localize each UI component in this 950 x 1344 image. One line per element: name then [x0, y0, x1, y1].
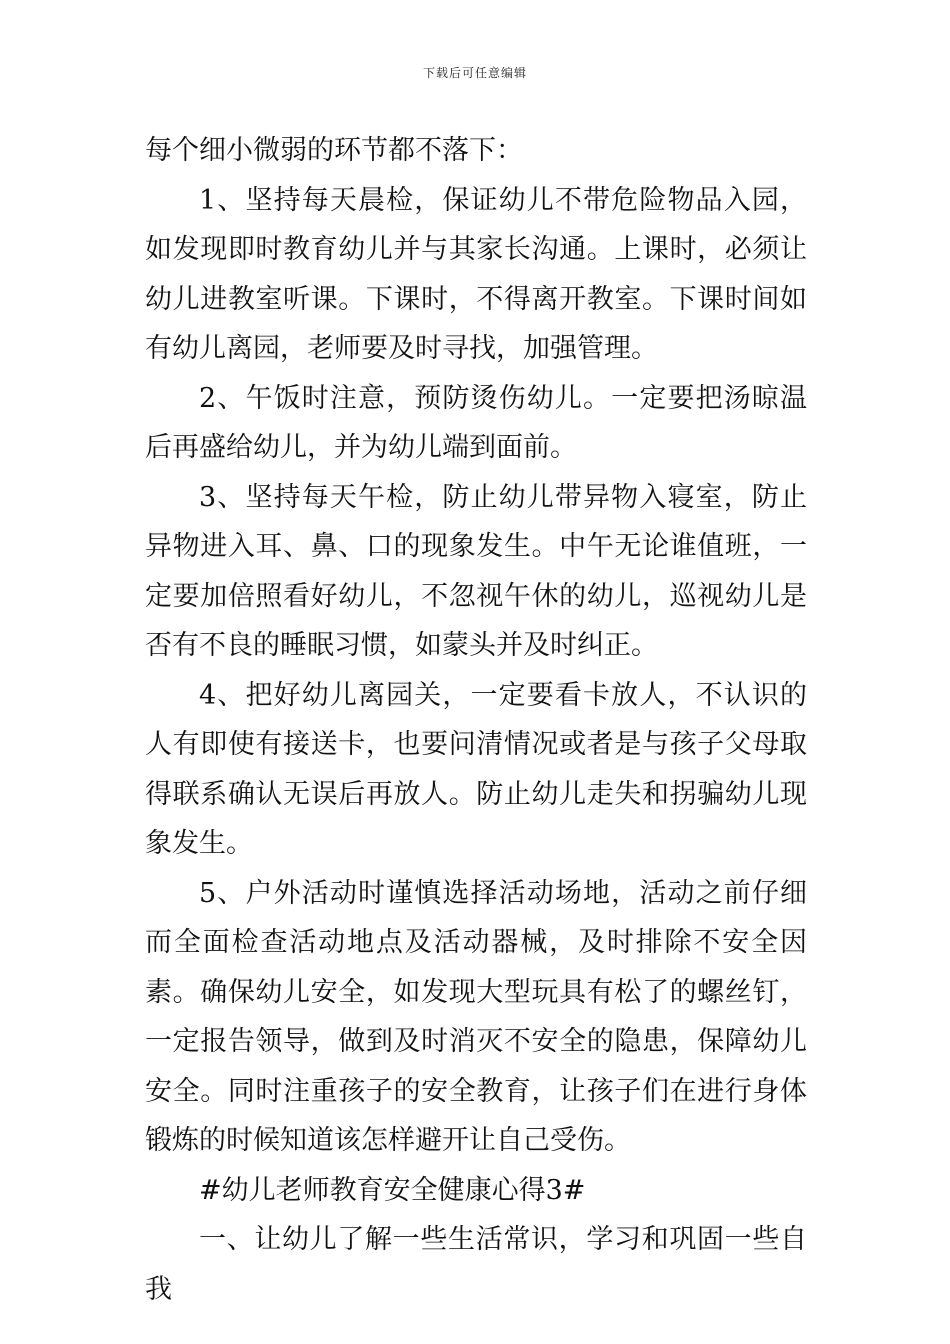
paragraph-item-1: 1、坚持每天晨检，保证幼儿不带危险物品入园，如发现即时教育幼儿并与其家长沟通。上课时，必须让幼儿进教室听课。下课时，不得离开教室。下课时间如有幼儿离园，老师要及时寻找，加强管理。 [145, 184, 807, 364]
section-heading: #幼儿老师教育安全健康心得3# [199, 1174, 586, 1206]
paragraph-item-3: 3、坚持每天午检，防止幼儿带异物入寝室，防止异物进入耳、鼻、口的现象发生。中午无论谁值班，一定要加倍照看好幼儿，不忽视午休的幼儿，巡视幼儿是否有不良的睡眠习惯，如蒙头并及时纠正。 [145, 481, 807, 661]
paragraph-section-start: 一、让幼儿了解一些生活常识，学习和巩固一些自我 [145, 1224, 807, 1305]
paragraph-item-2: 2、午饭时注意，预防烫伤幼儿。一定要把汤晾温后再盛给幼儿，并为幼儿端到面前。 [145, 382, 807, 463]
paragraph-item-4: 4、把好幼儿离园关，一定要看卡放人，不认识的人有即使有接送卡，也要问清情况或者是与孩子父母取得联系确认无误后再放人。防止幼儿走失和拐骗幼儿现象发生。 [145, 679, 807, 859]
page-header-note: 下载后可任意编辑 [422, 66, 527, 80]
paragraph-intro-line: 每个细小微弱的环节都不落下： [145, 135, 523, 166]
paragraph-item-5: 5、户外活动时谨慎选择活动场地，活动之前仔细而全面检查活动地点及活动器械，及时排除不安全因素。确保幼儿安全，如发现大型玩具有松了的螺丝钉，一定报告领导，做到及时消灭不安全的隐患，保障幼儿安全。同时注重孩子的安全教育，让孩子们在进行身体锻炼的时候知道该怎样避开让自己受伤。 [145, 877, 807, 1156]
document-body [145, 126, 807, 1314]
